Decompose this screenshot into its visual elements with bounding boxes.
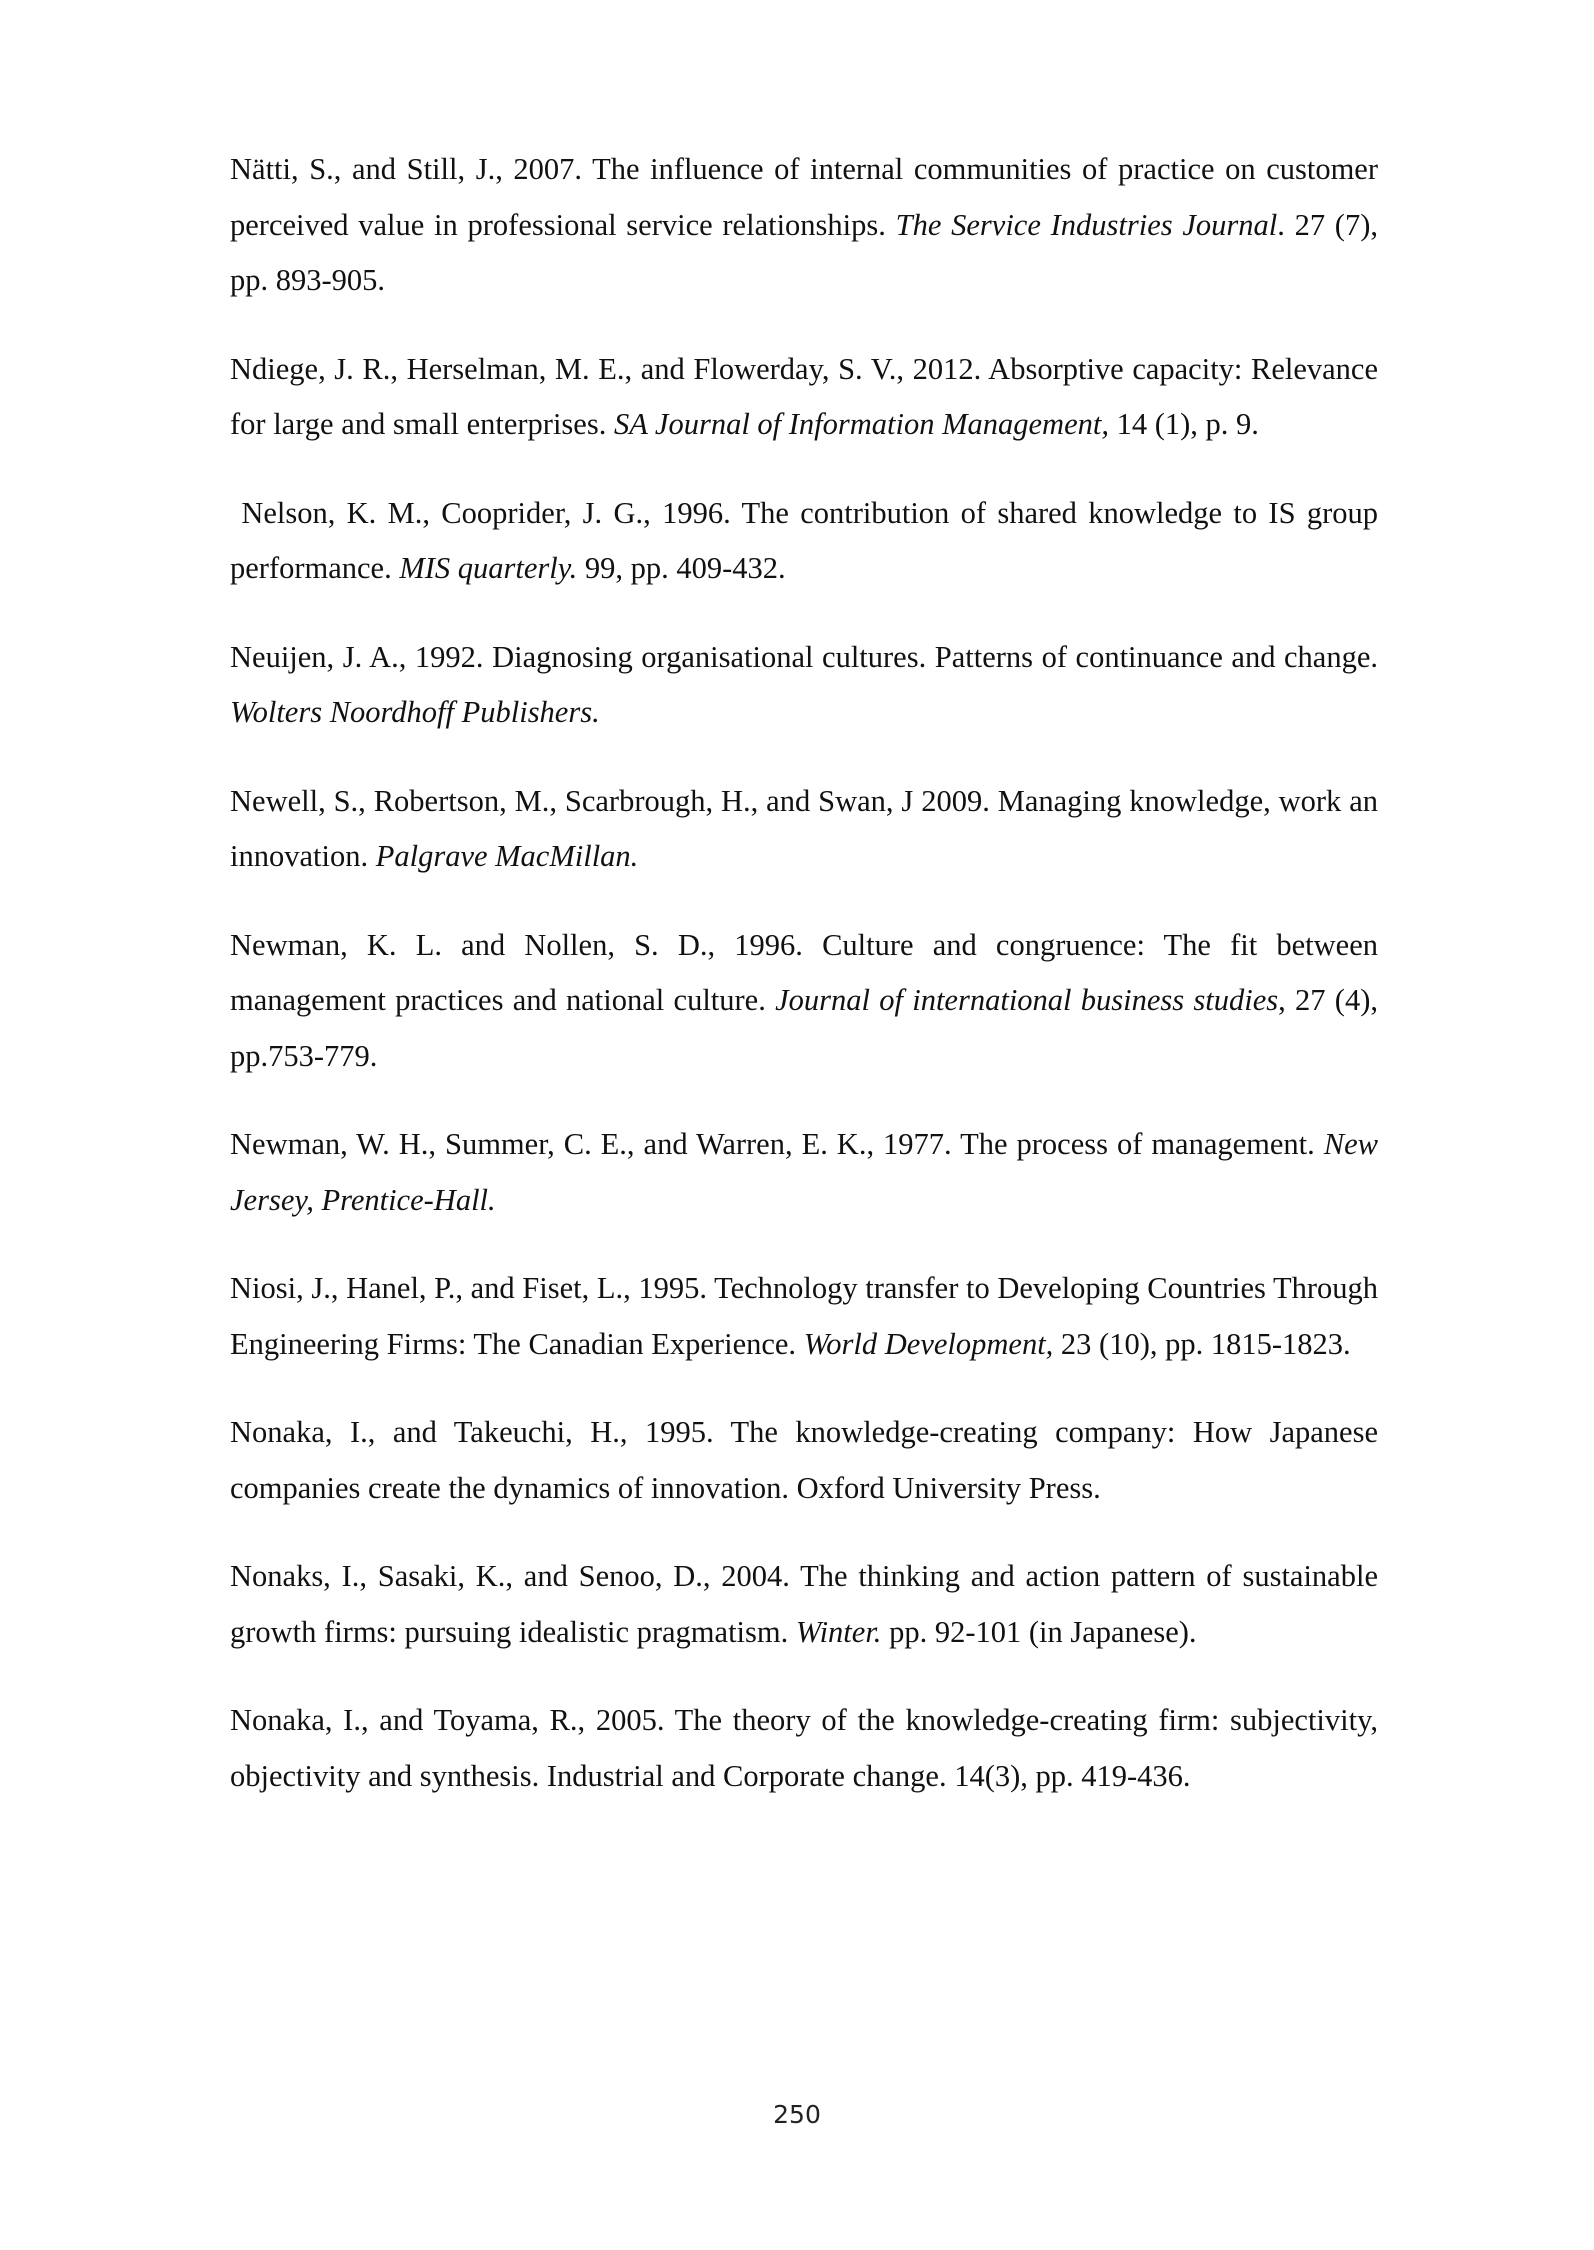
reference-entry (230, 630, 1378, 741)
reference-source: MIS quarterly. (399, 551, 578, 585)
reference-text: Newman, W. H., Summer, C. E., and Warren, E. K., 1977. The process of management. (230, 1127, 1324, 1161)
reference-text: Niosi, J., Hanel, P., and Fiset, L., 1995. Technology transfer to Developing Countries Through Engineering Firms: The Canadian Experience. (230, 1271, 1378, 1361)
reference-details: 23 (10), pp. 1815-1823. (1053, 1326, 1351, 1361)
reference-details: 14 (1), p. 9. (1108, 407, 1259, 441)
reference-details: 99, pp. 409-432. (577, 551, 786, 585)
reference-text: Nätti, S., and Still, J., 2007. The influence of internal communities of practice on customer perceived value in professional service relationships. (230, 152, 1378, 242)
reference-text: Nelson, K. M., Cooprider, J. G., 1996. The contribution of shared knowledge to IS group performance. (230, 495, 1378, 585)
reference-entry (230, 142, 1378, 309)
reference-entry (230, 342, 1378, 453)
reference-entry (230, 486, 1378, 597)
reference-source: Palgrave MacMillan. (375, 839, 639, 873)
reference-entry (230, 1693, 1378, 1804)
page-number: 250 (773, 2100, 821, 2129)
reference-entry (230, 1549, 1378, 1660)
reference-source: Journal of international business studies (775, 983, 1279, 1017)
reference-entry (230, 918, 1378, 1085)
reference-text: Nonaks, I., Sasaki, K., and Senoo, D., 2004. The thinking and action pattern of sustainable growth firms: pursuing idealistic pragmatism. (230, 1559, 1378, 1649)
reference-details: . 27 (7), pp. 893-905. (230, 207, 1378, 297)
reference-text: Newell, S., Robertson, M., Scarbrough, H., and Swan, J 2009. Managing knowledge, work an innovation. (230, 783, 1378, 873)
reference-text: Nonaka, I., and Toyama, R., 2005. The theory of the knowledge-creating firm: subjectivity, objectivity and synthesis. Industrial and Corporate change. 14(3), pp. 419-436. (230, 1703, 1378, 1793)
reference-text: Nonaka, I., and Takeuchi, H., 1995. The knowledge-creating company: How Japanese companies create the dynamics of innovation. Oxford University Press. (230, 1415, 1378, 1505)
reference-entry (230, 1117, 1378, 1228)
reference-text: Newman, K. L. and Nollen, S. D., 1996. Culture and congruence: The fit between management practices and national culture. (230, 927, 1378, 1017)
reference-source: Wolters Noordhoff Publishers. (230, 695, 600, 729)
reference-source: The Service Industries Journal (895, 207, 1278, 242)
reference-source: SA Journal of Information Management, (613, 407, 1109, 441)
reference-source: New Jersey, Prentice-Hall. (230, 1127, 1378, 1217)
reference-details: , 27 (4), pp.753-779. (230, 983, 1378, 1073)
reference-text: Neuijen, J. A., 1992. Diagnosing organisational cultures. Patterns of continuance and change. (230, 639, 1378, 674)
reference-entry (230, 774, 1378, 885)
reference-entry (230, 1405, 1378, 1516)
reference-text: Ndiege, J. R., Herselman, M. E., and Flowerday, S. V., 2012. Absorptive capacity: Relevance for large and small enterprises. (230, 351, 1378, 441)
reference-entry (230, 1261, 1378, 1372)
reference-details: pp. 92-101 (in Japanese). (881, 1614, 1197, 1649)
reference-list (230, 142, 1378, 1837)
reference-source: Winter. (795, 1614, 882, 1649)
reference-source: World Development, (803, 1326, 1054, 1361)
